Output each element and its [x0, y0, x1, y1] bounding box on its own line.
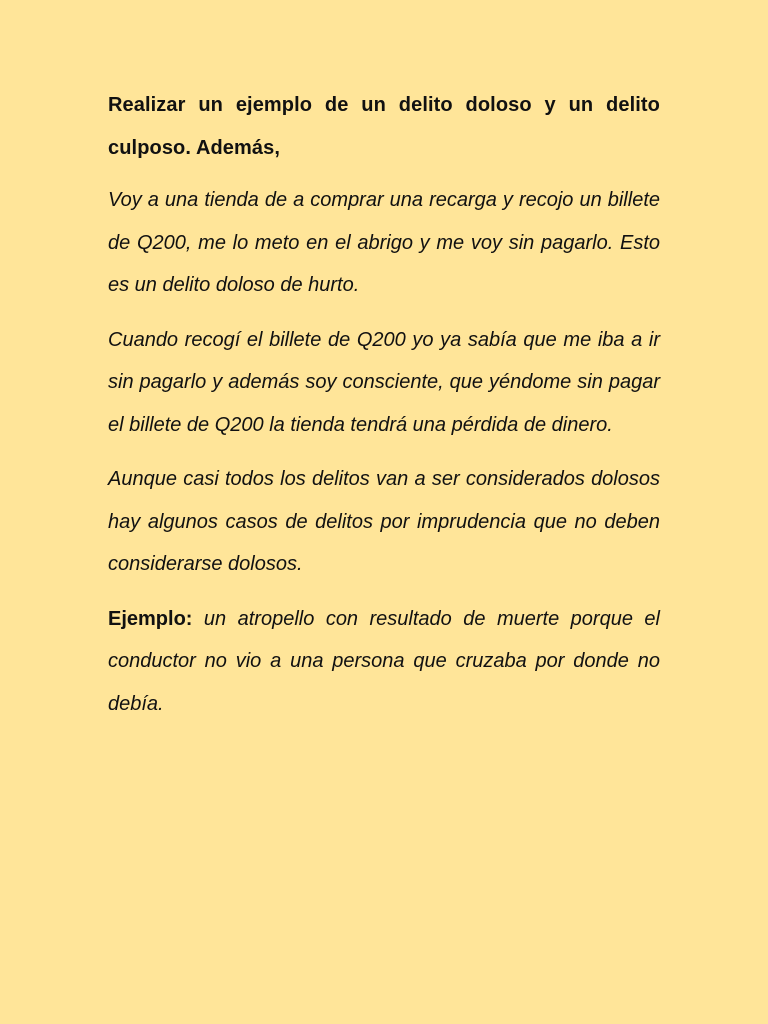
paragraph-store-example: Voy a una tienda de a comprar una recarga y recojo un billete de Q200, me lo meto en el abrigo y me voy sin pagarlo. Esto es un delito doloso de hurto.	[108, 189, 660, 296]
paragraph-intentional-crimes: Aunque casi todos los delitos van a ser considerados dolosos hay algunos casos de delitos por imprudencia que no deben considerarse dolosos.	[108, 468, 660, 575]
example-label: Ejemplo:	[108, 607, 193, 630]
paragraph-awareness: Cuando recogí el billete de Q200 yo ya sabía que me iba a ir sin pagarlo y además soy consciente, que yéndome sin pagar el billete de Q200 la tienda tendrá una pérdida de dinero.	[108, 328, 660, 436]
example-text: un atropello con resultado de muerte porque el conductor no vio a una persona que cruzaba por donde no debía.	[108, 607, 660, 715]
document-heading: Realizar un ejemplo de un delito doloso y un delito culposo. Además,	[108, 94, 660, 159]
paragraph-example	[108, 598, 660, 726]
